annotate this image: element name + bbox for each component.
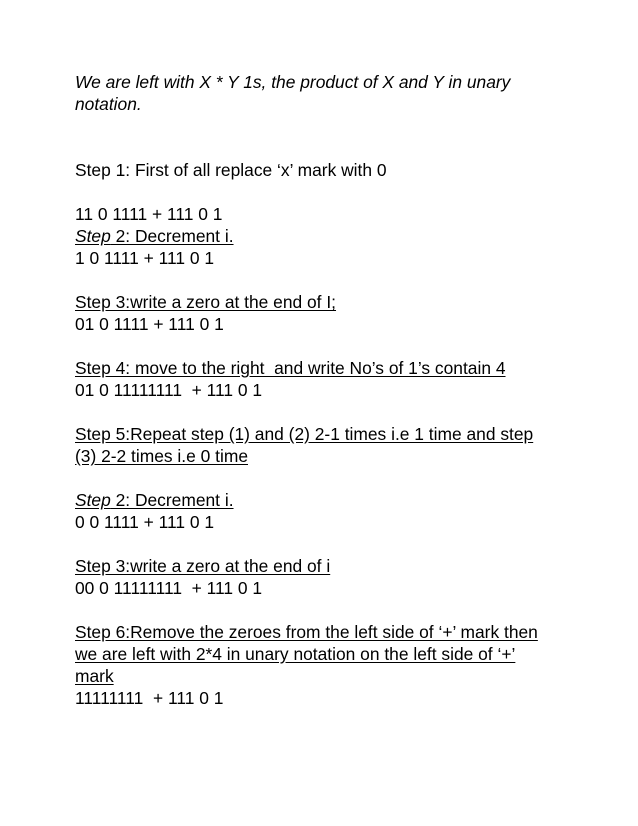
step2a-rest: 2: Decrement i.: [110, 226, 234, 246]
spacer: [75, 467, 575, 489]
intro-paragraph: We are left with X * Y 1s, the product of X and Y in unary notation.: [75, 72, 511, 114]
spacer: [75, 269, 575, 291]
step3a-heading: Step 3:write a zero at the end of I;: [75, 292, 337, 312]
step4-value: 01 0 11111111 + 111 0 1: [75, 380, 263, 400]
step3a-value: 01 0 1111 + 111 0 1: [75, 314, 224, 334]
spacer: [75, 181, 575, 203]
step2b-step-word: Step: [75, 490, 111, 510]
step4-heading: Step 4: move to the right and write No’s of 1’s contain 4: [75, 358, 506, 378]
step3b-value: 00 0 11111111 + 111 0 1: [75, 578, 263, 598]
spacer: [75, 335, 575, 357]
step2b-value: 0 0 1111 + 111 0 1: [75, 512, 215, 532]
spacer: [75, 599, 575, 621]
step6-value: 11111111 + 111 0 1: [75, 688, 224, 708]
step2a-value: 1 0 1111 + 111 0 1: [75, 248, 215, 268]
step6-heading: Step 6:Remove the zeroes from the left side of ‘+’ mark then we are left with 2*4 in unary notation on the left side of ‘+’ mark: [75, 622, 538, 686]
step1-value: 11 0 1111 + 111 0 1: [75, 204, 223, 224]
document-body: [75, 71, 575, 709]
step5-heading: Step 5:Repeat step (1) and (2) 2-1 times i.e 1 time and step (3) 2-2 times i.e 0 time: [75, 424, 534, 466]
step2a-heading: [75, 225, 575, 247]
spacer: [75, 401, 575, 423]
step2a-step-word: Step: [75, 226, 111, 246]
step1-heading: Step 1: First of all replace ‘x’ mark with 0: [75, 160, 387, 180]
spacer: [75, 533, 575, 555]
spacer: [75, 115, 575, 159]
step3b-heading: Step 3:write a zero at the end of i: [75, 556, 331, 576]
step2b-rest: 2: Decrement i.: [110, 490, 234, 510]
step2b-heading: [75, 489, 575, 511]
